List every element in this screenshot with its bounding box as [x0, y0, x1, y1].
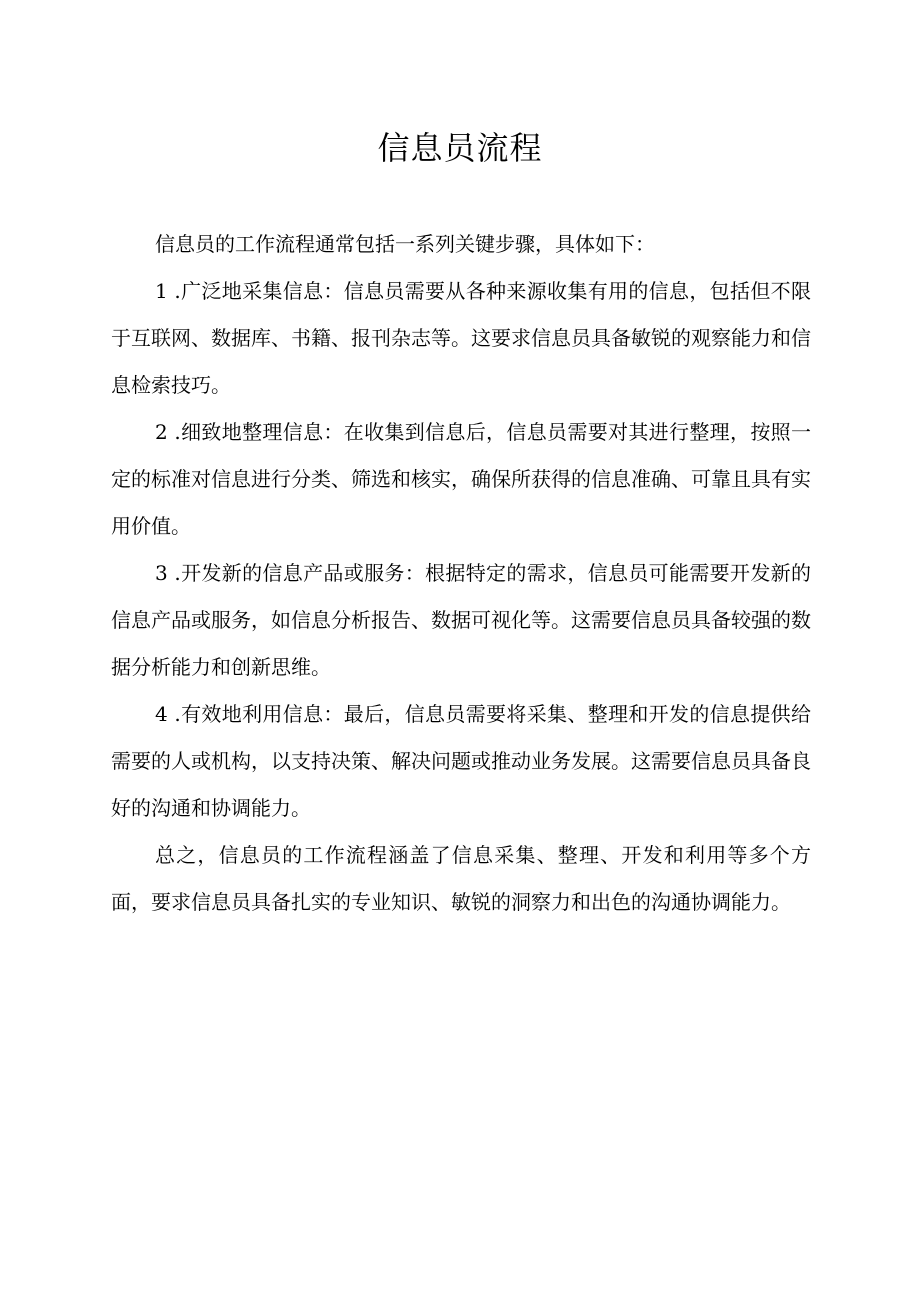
document-title: 信息员流程	[377, 129, 543, 167]
step-4-paragraph: 4 .有效地利用信息：最后，信息员需要将采集、整理和开发的信息提供给需要的人或机构，以支持决策、解决问题或推动业务发展。这需要信息员具备良好的沟通和协调能力。	[111, 702, 811, 820]
document-body	[111, 221, 811, 926]
step-2-paragraph: 2 .细致地整理信息：在收集到信息后，信息员需要对其进行整理，按照一定的标准对信息进行分类、筛选和核实，确保所获得的信息准确、可靠且具有实用价值。	[111, 420, 811, 538]
summary-paragraph: 总之，信息员的工作流程涵盖了信息采集、整理、开发和利用等多个方面，要求信息员具备扎实的专业知识、敏锐的洞察力和出色的沟通协调能力。	[111, 843, 811, 914]
intro-paragraph: 信息员的工作流程通常包括一系列关键步骤，具体如下：	[155, 232, 655, 256]
step-1-paragraph: 1 .广泛地采集信息：信息员需要从各种来源收集有用的信息，包括但不限于互联网、数据库、书籍、报刊杂志等。这要求信息员具备敏锐的观察能力和信息检索技巧。	[111, 279, 811, 397]
step-3-paragraph: 3 .开发新的信息产品或服务：根据特定的需求，信息员可能需要开发新的信息产品或服务，如信息分析报告、数据可视化等。这需要信息员具备较强的数据分析能力和创新思维。	[111, 561, 811, 679]
